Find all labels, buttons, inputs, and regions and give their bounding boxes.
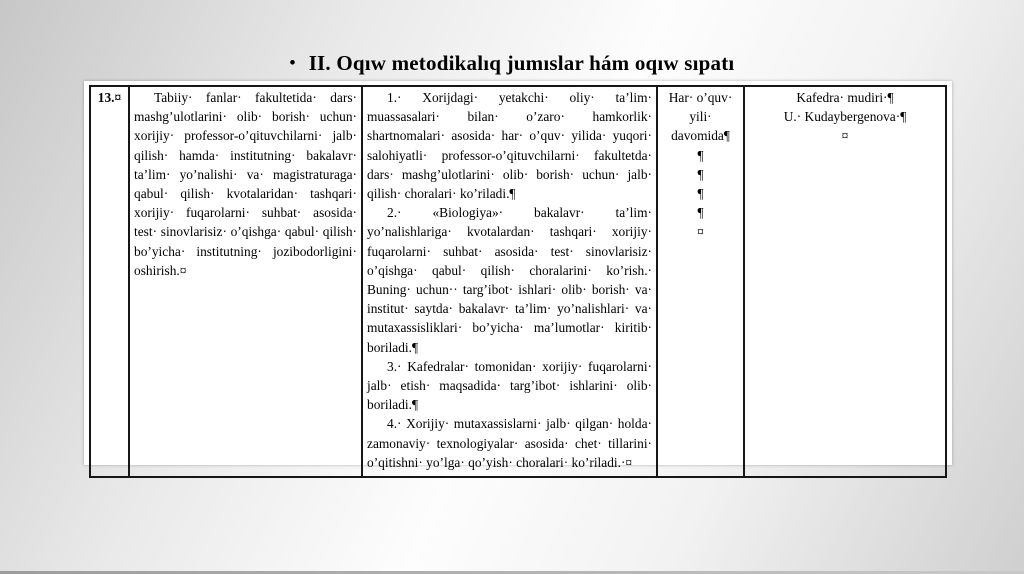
cell-end-mark: ¤ xyxy=(697,224,704,240)
pilcrow-mark: ¶ xyxy=(697,147,704,163)
work-plan-table xyxy=(89,85,947,478)
details-paragraph-3: 3.· Kafedralar· tomonidan· xorijiy· fuqarolarni· jalb· etish· maqsadida· targ’ibot· ishlarini· olib· boriladi.¶ xyxy=(367,358,652,413)
pilcrow-mark: ¶ xyxy=(697,205,704,221)
pilcrow-mark: ¶ xyxy=(697,166,704,182)
cell-end-mark: ¤ xyxy=(841,128,849,144)
details-paragraph-4: 4.· Xorijiy· mutaxassislarni· jalb· qilgan· holda· zamonaviy· texnologiyalar· asosida· chet· tillarini· o’qitishni· yo’lga· qo’yish· choralari· ko’riladi.·¤ xyxy=(367,416,652,470)
document-sheet xyxy=(84,81,952,470)
title-text: II. Oqıw metodikalıq jumıslar hám oqıw sıpatı xyxy=(308,51,735,75)
details-paragraph-1: 1.· Xorijdagi· yetakchi· oliy· ta’lim· muassasalari· bilan· o’zaro· hamkorlik· shartnomalari· asosida· har· o’quv· yilida· yuqori· salohiyatli· professor-o’qituvchilarni· fakultetda· dars· mashg’ulotlarini· olib· borish· uchun· jalb· qilish· choralari· ko’riladi.¶ xyxy=(367,90,652,202)
title-bullet-icon: • xyxy=(289,53,296,72)
cell-task xyxy=(129,86,362,477)
cell-responsible xyxy=(744,86,946,477)
task-paragraph: Tabiiy· fanlar· fakultetida· dars· mashg’ulotlarini· olib· borish· uchun· xorijiy· professor-o’qituvchilarni· jalb· qilish· hamda· institutning· bakalavr· ta’lim· yo’nalishi· va· magistraturaga· qabul· qilish· kvotalaridan· tashqari· xorijiy· fuqarolarni· suhbat· asosida· test· sinovlarisiz· o’qishga· qabul· qilish· bo’yicha· institutning· jozibodorligini· oshirish.¤ xyxy=(134,90,357,278)
responsible-name: U.· Kudaybergenova·¶ xyxy=(783,109,907,125)
table-row xyxy=(90,86,946,477)
period-line: Har· o’quv· yili· davomida¶ xyxy=(668,90,733,144)
cell-details xyxy=(362,86,657,477)
row-number: 13.¤ xyxy=(97,90,122,105)
cell-period xyxy=(657,86,744,477)
details-paragraph-2: 2.· «Biologiya»· bakalavr· ta’lim· yo’nalishlariga· kvotalardan· tashqari· xorijiy· fuqarolarni· suhbat· asosida· test· sinovlarisiz· o’qishga· qabul· qilish· choralarini· ko’rish.· Buning· uchun·· targ’ibot· ishlari· olib· borish· va· institut· saytda· bakalavr· ta’lim· yo’nalishlari· va· mutaxassisliklari· bo’yicha· ma’lumotlar· kiritib· boriladi.¶ xyxy=(367,205,652,355)
responsible-title: Kafedra· mudiri·¶ xyxy=(796,90,894,105)
cell-row-number xyxy=(90,86,129,477)
pilcrow-mark: ¶ xyxy=(697,186,704,202)
slide-title xyxy=(0,51,1024,75)
